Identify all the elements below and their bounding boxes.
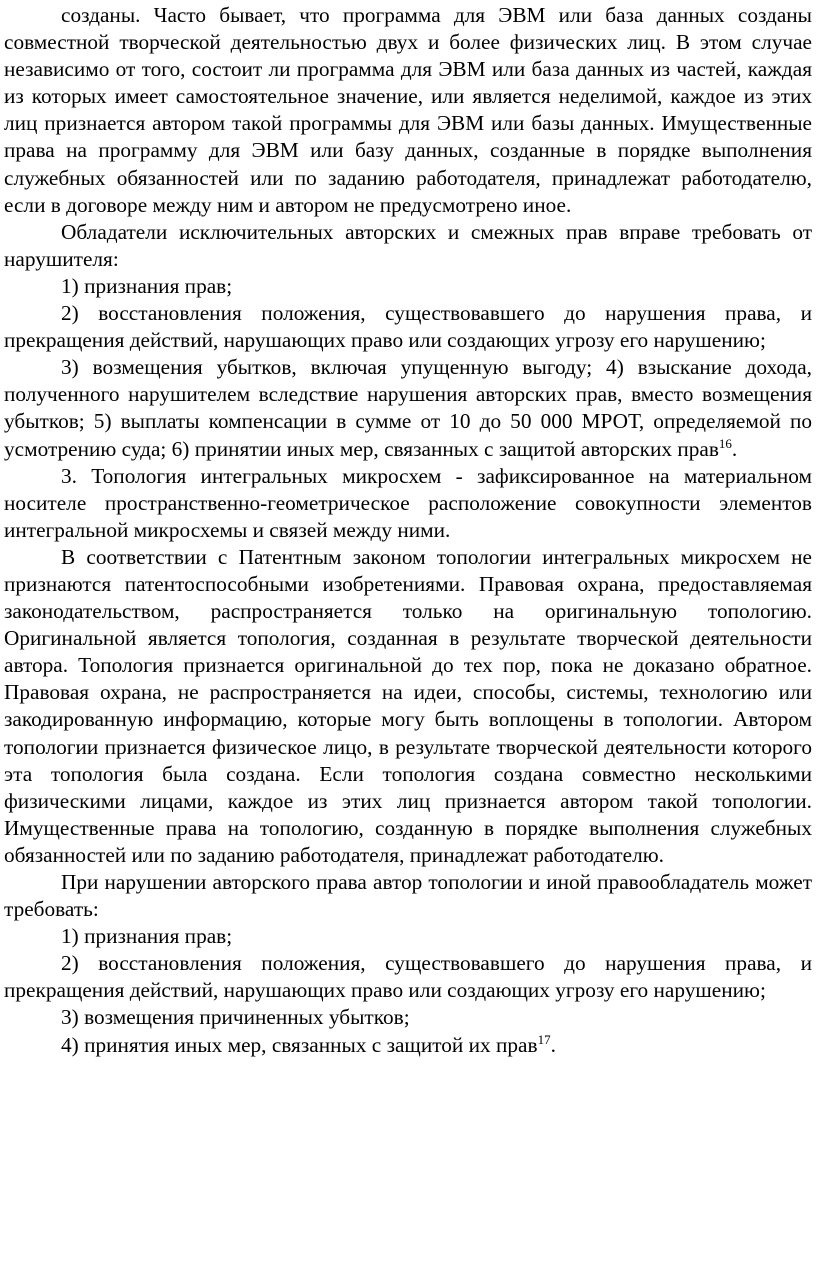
- paragraph-text: 3. Топология интегральных микросхем - зафиксированное на материальном носителе пространственно-геометрическое расположение совокупности элементов интегральной микросхемы и связей между ними.: [4, 463, 812, 542]
- list-item-restoration-2: [4, 950, 812, 1004]
- list-item-recognition-2: [4, 923, 812, 950]
- paragraph-text: 4) принятия иных мер, связанных с защитой их прав: [61, 1032, 538, 1057]
- paragraph-text: 2) восстановления положения, существовавшего до нарушения права, и прекращения действий, нарушающих право или создающих угрозу его нарушению;: [4, 951, 812, 1003]
- paragraph-text: В соответствии с Патентным законом топологии интегральных микросхем не признаются патентоспособными изобретениями. Правовая охрана, предоставляемая законодательством, распространяется только на оригинальную топологию. Оригинальной является топология, созданная в результате творческой деятельности автора. Топология признается оригинальной до тех пор, пока не доказано обратное. Правовая охрана, не распространяется на идеи, способы, системы, технологию или закодированную информацию, которые могу быть воплощены в топологии. Автором топологии признается физическое лицо, в результате творческой деятельности которого эта топология была создана. Если топология создана совместно несколькими физическими лицами, каждое из этих лиц признается автором такой топологии. Имущественные права на топологию, созданную в порядке выполнения служебных обязанностей или по заданию работодателя, принадлежат работодателю.: [4, 544, 812, 867]
- paragraph-patent-law: [4, 544, 812, 869]
- paragraph-text: 3) возмещения убытков, включая упущенную выгоду; 4) взыскание дохода, полученного нарушителем вследствие нарушения авторских прав, вместо возмещения убытков; 5) выплаты компенсации в сумме от 10 до 50 000 МРОТ, определяемой по усмотрению суда; 6) принятии иных мер, связанных с защитой авторских прав: [4, 355, 812, 461]
- list-item-restoration: [4, 300, 812, 354]
- list-item-damages-2: [4, 1004, 812, 1031]
- paragraph-tail: .: [550, 1032, 556, 1057]
- paragraph-joint-authorship: [4, 2, 812, 219]
- paragraph-text: При нарушении авторского права автор топологии и иной правообладатель может требовать:: [4, 870, 812, 922]
- list-item-other-measures: [4, 1032, 812, 1059]
- paragraph-text: 2) восстановления положения, существовавшего до нарушения права, и прекращения действий, нарушающих право или создающих угрозу его нарушению;: [4, 301, 812, 353]
- paragraph-violation-demands: [4, 869, 812, 923]
- paragraph-rightholders-demands: [4, 219, 812, 273]
- list-item-recognition: [4, 273, 812, 300]
- paragraph-topology-definition: [4, 463, 812, 544]
- list-item-damages: [4, 354, 812, 462]
- footnote-ref-16: 16: [718, 435, 732, 451]
- footnote-ref-17: 17: [537, 1031, 551, 1047]
- paragraph-tail: .: [731, 436, 738, 461]
- paragraph-text: 1) признания прав;: [61, 924, 233, 949]
- paragraph-text: Обладатели исключительных авторских и смежных прав вправе требовать от нарушителя:: [4, 219, 812, 271]
- paragraph-text: 1) признания прав;: [61, 273, 233, 298]
- paragraph-text: созданы. Часто бывает, что программа для ЭВМ или база данных созданы совместной творческой деятельностью двух и более физических лиц. В этом случае независимо от того, состоит ли программа для ЭВМ или база данных из частей, каждая из которых имеет самостоятельное значение, или является неделимой, каждое из этих лиц признается автором такой программы для ЭВМ или базы данных. Имущественные права на программу для ЭВМ или базу данных, созданные в порядке выполнения служебных обязанностей или по заданию работодателя, принадлежат работодателю, если в договоре между ним и автором не предусмотрено иное.: [4, 3, 812, 217]
- paragraph-text: 3) возмещения причиненных убытков;: [61, 1005, 410, 1030]
